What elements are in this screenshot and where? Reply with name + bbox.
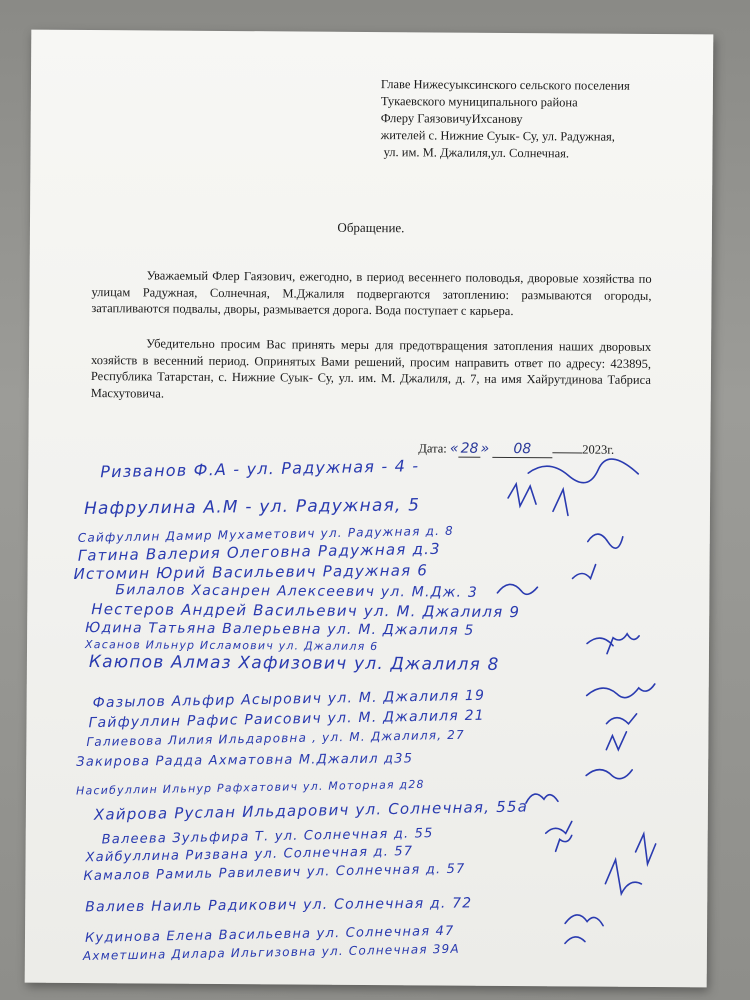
addressee-line-4: жителей с. Нижние Суык- Су, ул. Радужная, [380,128,615,144]
signature-17: Валеева Зульфира Т. ул. Солнечная д. 55 [101,826,434,848]
signature-21: Кудинова Елена Васильевна ул. Солнечная 47 [84,923,455,946]
signature-5: Истомин Юрий Васильевич Радужная 6 [73,561,429,584]
signature-8: Юдина Татьяна Валерьевна ул. М. Джалиля 5 [85,620,475,639]
signature-1: Ризванов Ф.А - ул. Радужная - 4 - [100,456,420,482]
date-day: 28 [459,441,481,458]
signature-12: Гайфуллин Рафис Раисович ул. М. Джалиля 21 [88,707,486,732]
signature-16: Хайрова Руслан Ильдарович ул. Солнечная, 55а [93,797,529,824]
date-close-quote: » [480,440,490,457]
date-month: 08 [492,441,552,458]
signature-18: Хайбуллина Ризвана ул. Солнечная д. 57 [85,844,414,866]
document-page [25,30,714,988]
addressee-line-5: ул. им. М. Джалиля,ул. Солнечная. [380,145,570,161]
signature-14: Закирова Радда Ахматовна М.Джалил д35 [76,751,414,770]
addressee-block [380,76,701,163]
signature-22: Ахметшина Дилара Ильгизовна ул. Солнечная 39А [82,941,460,963]
signature-19: Камалов Рамиль Равилевич ул. Солнечная д. 57 [83,861,466,885]
signature-15: Насибуллин Ильнур Рафхатович ул. Моторная д28 [75,777,425,798]
addressee-line-2: Тукаевского муниципального района [380,94,578,110]
signature-7: Нестеров Андрей Васильевич ул. М. Джалиля 9 [91,600,521,622]
signature-20: Валиев Наиль Радикович ул. Солнечная д. 72 [85,895,473,916]
date-label: Дата: [418,441,447,456]
signature-11: Фазылов Альфир Асырович ул. М. Джалиля 19 [92,687,486,712]
signature-10: Каюпов Алмаз Хафизович ул. Джалиля 8 [88,652,500,675]
addressee-line-1: Главе Нижесуыксинского сельского поселения [380,77,630,93]
signature-3: Сайфуллин Дамир Мухаметович ул. Радужная д. 8 [77,523,455,545]
addressee-line-3: Флеру ГаязовичуИхсанову [380,111,523,127]
signature-4: Гатина Валерия Олеговна Радужная д.3 [77,539,441,565]
signature-13: Галиевова Лилия Ильдаровна , ул. М. Джалиля, 27 [86,727,465,749]
signature-6: Билалов Хасанрен Алексеевич ул. М.Дж. 3 [115,582,479,601]
document-title: Обращение. [337,219,405,236]
date-open-quote: « [449,440,459,457]
date-line [418,440,614,458]
signature-2: Нафрулина А.М - ул. Радужная, 5 [83,495,421,519]
date-year: 2023г. [582,442,615,457]
paragraph-2: Убедительно просим Вас принять меры для предотвращения затопления наших дворовых хозяйств в весенний период. Опринятых Вами решений, просим направить ответ по адресу: 423895, Республика Татарстан, с. Нижние Суык- Су, ул. им. М. Джалиля, д. 7, на имя Хайрутдинова Табриса Масхутовича. [90,336,652,401]
paragraph-1: Уважаемый Флер Гаязович, ежегодно, в период весеннего половодья, дворовые хозяйства по улицам Радужная, Солнечная, М.Джалиля подвергаются затоплению: размываются огороды, затапливаются подвалы, дворы, размывается дорога. Вода поступает с карьера. [91,268,652,319]
signature-9: Хасанов Ильнур Исламович ул. Джалиля 6 [84,638,379,654]
